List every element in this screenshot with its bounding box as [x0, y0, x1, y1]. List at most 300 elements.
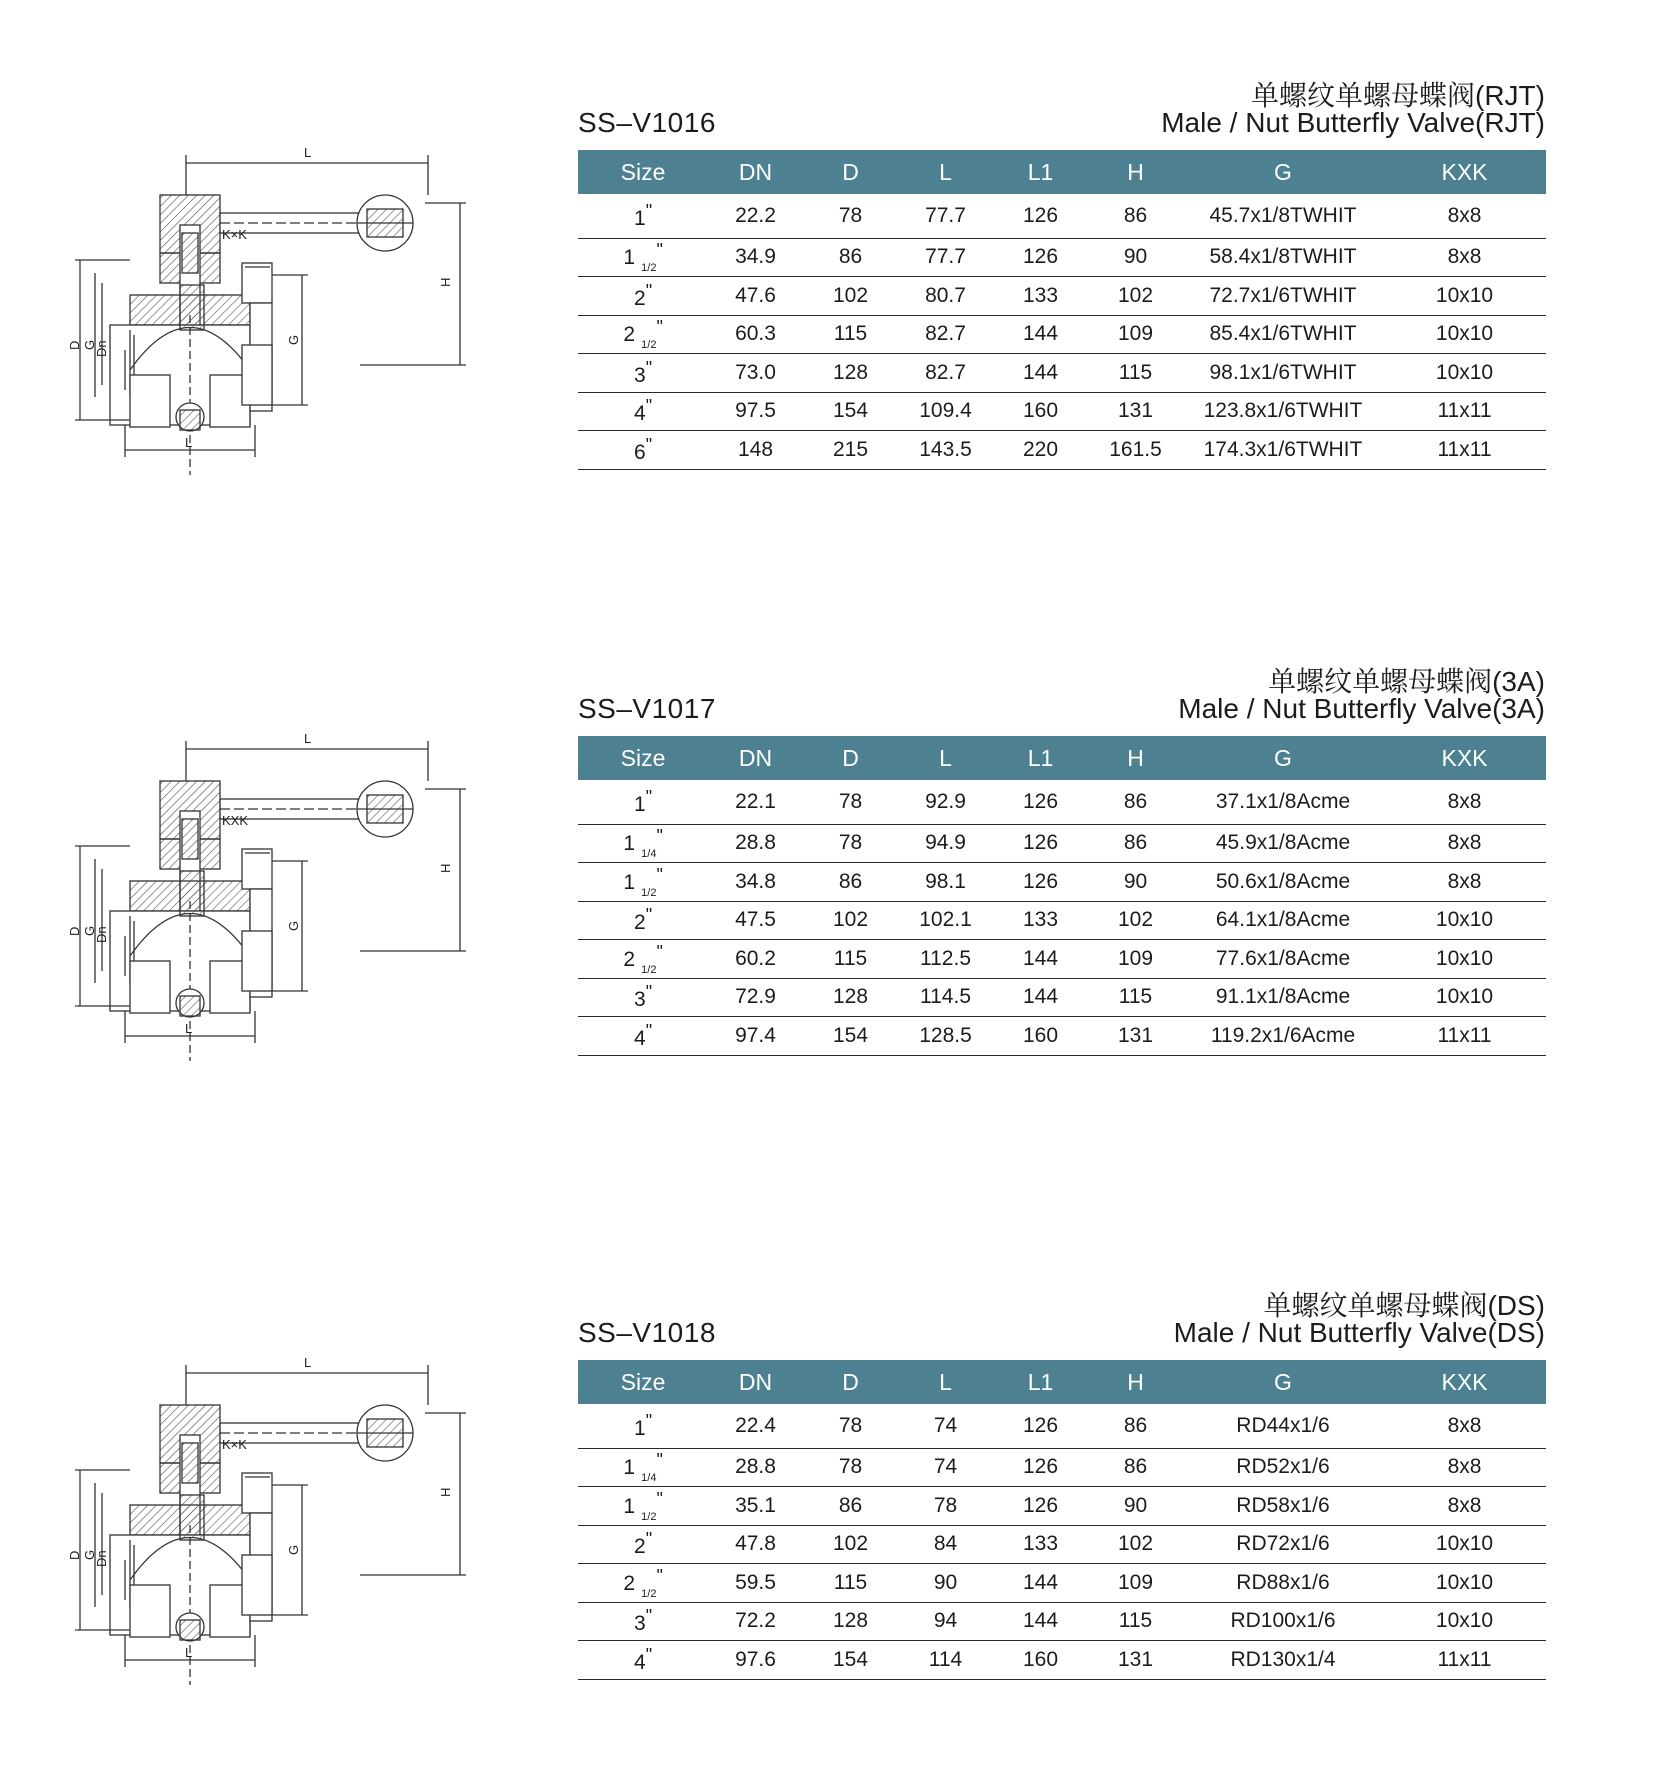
size-whole: 1 [633, 1416, 646, 1440]
dim-h-label: H [438, 1487, 453, 1497]
dim-kxk-label: K×K [222, 227, 247, 242]
size-inch-mark: " [645, 905, 653, 926]
cell-dn: 28.8 [708, 1448, 803, 1487]
cell-g: 37.1x1/8Acme [1183, 780, 1383, 824]
cell-kxk: 11x11 [1383, 431, 1546, 470]
size-fraction: 1/2 [641, 1510, 657, 1523]
cell-l: 98.1 [898, 863, 993, 902]
size-whole: 2 [623, 1571, 635, 1595]
size-inch-mark: " [656, 1450, 663, 1471]
cell-l: 102.1 [898, 901, 993, 940]
cell-dn: 97.4 [708, 1017, 803, 1056]
dim-d-label: D [67, 340, 82, 350]
column-header: Size [578, 736, 708, 780]
table-row [578, 194, 1546, 238]
cell-h: 90 [1088, 238, 1183, 277]
cell-d: 215 [803, 431, 898, 470]
cell-l: 92.9 [898, 780, 993, 824]
cell-g: 119.2x1/6Acme [1183, 1017, 1383, 1056]
column-header: L [898, 736, 993, 780]
cell-l: 77.7 [898, 194, 993, 238]
cell-dn: 60.3 [708, 315, 803, 354]
cell-dn: 22.2 [708, 194, 803, 238]
cell-d: 86 [803, 863, 898, 902]
cell-l: 74 [898, 1448, 993, 1487]
model-code: SS–V1017 [578, 693, 716, 724]
valve-drawing-svg [67, 1345, 490, 1745]
cell-kxk: 11x11 [1383, 1641, 1546, 1680]
table-header-row [578, 150, 1546, 194]
cell-d: 115 [803, 315, 898, 354]
cell-l: 143.5 [898, 431, 993, 470]
table-row [578, 1525, 1546, 1564]
cell-l: 94 [898, 1602, 993, 1641]
cell-dn: 22.1 [708, 780, 803, 824]
column-header: DN [708, 736, 803, 780]
size-fraction: 1/4 [641, 848, 657, 861]
table-header-row [578, 1360, 1546, 1404]
size-cell [578, 1404, 708, 1448]
table-row [578, 1641, 1546, 1680]
table-row [578, 978, 1546, 1017]
size-cell [578, 940, 708, 979]
dim-l-bottom-label: L [185, 1645, 193, 1660]
cell-h: 102 [1088, 277, 1183, 316]
table-row [578, 238, 1546, 277]
cell-d: 115 [803, 940, 898, 979]
cell-g: 72.7x1/6TWHIT [1183, 277, 1383, 316]
size-inch-mark: " [645, 1529, 653, 1550]
table-row [578, 354, 1546, 393]
cell-l1: 220 [993, 431, 1088, 470]
cell-kxk: 11x11 [1383, 1017, 1546, 1056]
valve-section [0, 586, 1663, 1146]
cell-h: 115 [1088, 1602, 1183, 1641]
cell-dn: 47.8 [708, 1525, 803, 1564]
dim-g-right-label: G [286, 920, 301, 931]
cell-kxk: 8x8 [1383, 194, 1546, 238]
dim-h-label: H [438, 863, 453, 873]
dim-dn-label: Dn [94, 1550, 109, 1567]
cell-l1: 144 [993, 354, 1088, 393]
valve-drawing [67, 135, 490, 535]
cell-g: 91.1x1/8Acme [1183, 978, 1383, 1017]
cell-d: 128 [803, 1602, 898, 1641]
column-header: Size [578, 150, 708, 194]
size-inch-mark: " [645, 396, 653, 417]
size-cell [578, 1487, 708, 1526]
cell-d: 86 [803, 238, 898, 277]
cell-l: 82.7 [898, 354, 993, 393]
table-row [578, 1602, 1546, 1641]
cell-dn: 35.1 [708, 1487, 803, 1526]
spec-table [578, 736, 1546, 1056]
cell-kxk: 10x10 [1383, 940, 1546, 979]
title-chinese: 单螺纹单螺母蝶阀(RJT) [1251, 80, 1545, 111]
cell-d: 102 [803, 901, 898, 940]
dim-g-left-label: G [82, 1549, 97, 1560]
dim-l-top-label: L [304, 731, 312, 746]
cell-h: 86 [1088, 780, 1183, 824]
size-whole: 6 [633, 440, 646, 464]
table-row [578, 1404, 1546, 1448]
size-inch-mark: " [645, 357, 653, 378]
valve-drawing-svg [67, 135, 490, 535]
cell-g: 174.3x1/6TWHIT [1183, 431, 1383, 470]
cell-l: 109.4 [898, 392, 993, 431]
size-fraction: 1/2 [641, 1587, 657, 1600]
cell-d: 102 [803, 277, 898, 316]
table-row [578, 315, 1546, 354]
cell-l: 77.7 [898, 238, 993, 277]
cell-h: 115 [1088, 978, 1183, 1017]
valve-drawing [67, 721, 490, 1121]
dim-d-label: D [67, 1550, 82, 1560]
size-inch-mark: " [645, 1644, 653, 1665]
cell-kxk: 11x11 [1383, 392, 1546, 431]
spec-table [578, 1360, 1546, 1680]
model-code: SS–V1016 [578, 107, 716, 138]
column-header: D [803, 1360, 898, 1404]
size-inch-mark: " [656, 826, 663, 847]
cell-kxk: 10x10 [1383, 277, 1546, 316]
size-inch-mark: " [645, 1410, 653, 1431]
size-whole: 2 [623, 947, 635, 971]
cell-kxk: 10x10 [1383, 978, 1546, 1017]
cell-g: RD88x1/6 [1183, 1564, 1383, 1603]
cell-dn: 34.9 [708, 238, 803, 277]
valve-section [0, 1210, 1663, 1770]
size-fraction: 1/2 [641, 886, 657, 899]
size-whole: 2 [633, 286, 646, 310]
cell-g: RD100x1/6 [1183, 1602, 1383, 1641]
cell-d: 78 [803, 1448, 898, 1487]
cell-dn: 73.0 [708, 354, 803, 393]
cell-g: 50.6x1/8Acme [1183, 863, 1383, 902]
column-header: DN [708, 150, 803, 194]
cell-kxk: 8x8 [1383, 863, 1546, 902]
size-whole: 2 [633, 1535, 646, 1559]
table-row [578, 863, 1546, 902]
cell-dn: 148 [708, 431, 803, 470]
size-whole: 1 [623, 832, 635, 856]
cell-h: 161.5 [1088, 431, 1183, 470]
cell-g: 123.8x1/6TWHIT [1183, 392, 1383, 431]
cell-l1: 144 [993, 1602, 1088, 1641]
dim-kxk-label: KXK [222, 813, 249, 828]
column-header: H [1088, 736, 1183, 780]
table-row [578, 780, 1546, 824]
spec-table [578, 150, 1546, 470]
cell-dn: 28.8 [708, 824, 803, 863]
size-inch-mark: " [656, 864, 663, 885]
size-inch-mark: " [645, 786, 653, 807]
cell-d: 78 [803, 1404, 898, 1448]
cell-l1: 126 [993, 824, 1088, 863]
size-cell [578, 1602, 708, 1641]
size-cell [578, 392, 708, 431]
cell-d: 128 [803, 354, 898, 393]
dim-g-left-label: G [82, 339, 97, 350]
cell-g: RD72x1/6 [1183, 1525, 1383, 1564]
size-whole: 1 [623, 246, 635, 270]
cell-l1: 126 [993, 238, 1088, 277]
cell-l: 94.9 [898, 824, 993, 863]
table-row [578, 1487, 1546, 1526]
cell-kxk: 10x10 [1383, 1525, 1546, 1564]
size-inch-mark: " [645, 1606, 653, 1627]
cell-h: 90 [1088, 863, 1183, 902]
cell-l1: 126 [993, 1448, 1088, 1487]
size-whole: 1 [633, 792, 646, 816]
size-inch-mark: " [645, 1020, 653, 1041]
dim-l-top-label: L [304, 145, 312, 160]
column-header: G [1183, 1360, 1383, 1404]
cell-g: 77.6x1/8Acme [1183, 940, 1383, 979]
cell-d: 78 [803, 194, 898, 238]
cell-kxk: 8x8 [1383, 1404, 1546, 1448]
valve-drawing-svg [67, 721, 490, 1121]
size-whole: 3 [633, 1612, 646, 1636]
cell-l1: 126 [993, 1487, 1088, 1526]
cell-l1: 144 [993, 1564, 1088, 1603]
column-header: DN [708, 1360, 803, 1404]
cell-g: RD44x1/6 [1183, 1404, 1383, 1448]
cell-dn: 59.5 [708, 1564, 803, 1603]
cell-h: 131 [1088, 1641, 1183, 1680]
model-code: SS–V1018 [578, 1317, 716, 1348]
size-cell [578, 824, 708, 863]
cell-l: 82.7 [898, 315, 993, 354]
cell-kxk: 8x8 [1383, 1487, 1546, 1526]
cell-l1: 160 [993, 392, 1088, 431]
column-header: KXK [1383, 150, 1546, 194]
size-inch-mark: " [656, 1565, 663, 1586]
cell-dn: 72.2 [708, 1602, 803, 1641]
cell-h: 109 [1088, 315, 1183, 354]
size-cell [578, 780, 708, 824]
cell-g: 98.1x1/6TWHIT [1183, 354, 1383, 393]
size-inch-mark: " [656, 240, 663, 261]
size-cell [578, 901, 708, 940]
cell-kxk: 8x8 [1383, 780, 1546, 824]
cell-l: 114 [898, 1641, 993, 1680]
title-chinese: 单螺纹单螺母蝶阀(3A) [1268, 666, 1545, 697]
cell-l1: 160 [993, 1641, 1088, 1680]
size-inch-mark: " [645, 200, 653, 221]
cell-dn: 60.2 [708, 940, 803, 979]
title-chinese: 单螺纹单螺母蝶阀(DS) [1263, 1290, 1545, 1321]
column-header: D [803, 150, 898, 194]
cell-d: 128 [803, 978, 898, 1017]
cell-l: 78 [898, 1487, 993, 1526]
size-cell [578, 194, 708, 238]
size-cell [578, 238, 708, 277]
dim-g-right-label: G [286, 334, 301, 345]
table-row [578, 901, 1546, 940]
size-cell [578, 978, 708, 1017]
cell-h: 102 [1088, 901, 1183, 940]
cell-h: 86 [1088, 1404, 1183, 1448]
cell-kxk: 10x10 [1383, 354, 1546, 393]
table-header-row [578, 736, 1546, 780]
dim-dn-label: Dn [94, 340, 109, 357]
cell-kxk: 10x10 [1383, 1564, 1546, 1603]
size-whole: 3 [633, 363, 646, 387]
cell-h: 109 [1088, 1564, 1183, 1603]
size-fraction: 1/4 [641, 1472, 657, 1485]
size-fraction: 1/2 [641, 339, 657, 352]
cell-d: 78 [803, 824, 898, 863]
title-english: Male / Nut Butterfly Valve(RJT) [1161, 107, 1545, 138]
cell-l1: 144 [993, 978, 1088, 1017]
dim-g-right-label: G [286, 1544, 301, 1555]
size-whole: 4 [633, 1650, 646, 1674]
size-whole: 2 [623, 323, 635, 347]
size-cell [578, 431, 708, 470]
column-header: G [1183, 150, 1383, 194]
cell-g: 45.9x1/8Acme [1183, 824, 1383, 863]
cell-h: 102 [1088, 1525, 1183, 1564]
column-header: KXK [1383, 736, 1546, 780]
cell-l1: 126 [993, 1404, 1088, 1448]
title-english: Male / Nut Butterfly Valve(DS) [1173, 1317, 1545, 1348]
cell-l: 112.5 [898, 940, 993, 979]
cell-h: 131 [1088, 392, 1183, 431]
cell-h: 86 [1088, 1448, 1183, 1487]
size-inch-mark: " [645, 434, 653, 455]
size-whole: 1 [623, 870, 635, 894]
column-header: L1 [993, 1360, 1088, 1404]
table-row [578, 1564, 1546, 1603]
cell-kxk: 8x8 [1383, 238, 1546, 277]
column-header: Size [578, 1360, 708, 1404]
size-whole: 4 [633, 1026, 646, 1050]
cell-dn: 47.5 [708, 901, 803, 940]
cell-l1: 133 [993, 277, 1088, 316]
cell-kxk: 8x8 [1383, 1448, 1546, 1487]
size-cell [578, 1525, 708, 1564]
size-whole: 1 [623, 1456, 635, 1480]
size-fraction: 1/2 [641, 963, 657, 976]
cell-kxk: 10x10 [1383, 1602, 1546, 1641]
dim-l-top-label: L [304, 1355, 312, 1370]
cell-dn: 22.4 [708, 1404, 803, 1448]
table-row [578, 1448, 1546, 1487]
column-header: D [803, 736, 898, 780]
table-row [578, 1017, 1546, 1056]
cell-h: 131 [1088, 1017, 1183, 1056]
dim-g-left-label: G [82, 925, 97, 936]
size-cell [578, 1641, 708, 1680]
cell-l1: 126 [993, 863, 1088, 902]
cell-l1: 160 [993, 1017, 1088, 1056]
cell-h: 86 [1088, 824, 1183, 863]
column-header: L [898, 150, 993, 194]
cell-l: 84 [898, 1525, 993, 1564]
table-row [578, 392, 1546, 431]
cell-kxk: 10x10 [1383, 901, 1546, 940]
column-header: H [1088, 1360, 1183, 1404]
size-cell [578, 1448, 708, 1487]
cell-g: 45.7x1/8TWHIT [1183, 194, 1383, 238]
size-whole: 1 [623, 1494, 635, 1518]
cell-kxk: 10x10 [1383, 315, 1546, 354]
table-row [578, 277, 1546, 316]
title-english: Male / Nut Butterfly Valve(3A) [1178, 693, 1545, 724]
size-fraction: 1/2 [641, 262, 657, 275]
size-whole: 1 [633, 206, 646, 230]
cell-g: RD52x1/6 [1183, 1448, 1383, 1487]
size-whole: 4 [633, 402, 646, 426]
cell-dn: 97.6 [708, 1641, 803, 1680]
cell-d: 154 [803, 1017, 898, 1056]
cell-h: 109 [1088, 940, 1183, 979]
size-cell [578, 315, 708, 354]
cell-dn: 72.9 [708, 978, 803, 1017]
size-cell [578, 354, 708, 393]
cell-l1: 133 [993, 1525, 1088, 1564]
cell-d: 115 [803, 1564, 898, 1603]
cell-l1: 144 [993, 315, 1088, 354]
size-inch-mark: " [656, 941, 663, 962]
dim-d-label: D [67, 926, 82, 936]
cell-dn: 97.5 [708, 392, 803, 431]
dim-dn-label: Dn [94, 926, 109, 943]
cell-g: RD58x1/6 [1183, 1487, 1383, 1526]
column-header: L1 [993, 736, 1088, 780]
column-header: H [1088, 150, 1183, 194]
cell-g: 58.4x1/8TWHIT [1183, 238, 1383, 277]
cell-l: 114.5 [898, 978, 993, 1017]
cell-l1: 126 [993, 194, 1088, 238]
cell-l: 90 [898, 1564, 993, 1603]
table-row [578, 824, 1546, 863]
dim-h-label: H [438, 277, 453, 287]
cell-l: 128.5 [898, 1017, 993, 1056]
valve-drawing [67, 1345, 490, 1745]
size-whole: 3 [633, 988, 646, 1012]
cell-l1: 144 [993, 940, 1088, 979]
size-cell [578, 277, 708, 316]
size-inch-mark: " [645, 982, 653, 1003]
cell-l1: 126 [993, 780, 1088, 824]
size-whole: 2 [633, 911, 646, 935]
cell-dn: 47.6 [708, 277, 803, 316]
table-row [578, 940, 1546, 979]
dim-l-bottom-label: L [185, 1021, 193, 1036]
cell-h: 115 [1088, 354, 1183, 393]
cell-d: 154 [803, 1641, 898, 1680]
cell-h: 90 [1088, 1487, 1183, 1526]
cell-d: 102 [803, 1525, 898, 1564]
size-inch-mark: " [645, 280, 653, 301]
cell-l: 80.7 [898, 277, 993, 316]
column-header: L [898, 1360, 993, 1404]
valve-section [0, 0, 1663, 560]
size-cell [578, 1017, 708, 1056]
cell-h: 86 [1088, 194, 1183, 238]
table-row [578, 431, 1546, 470]
cell-d: 154 [803, 392, 898, 431]
cell-g: RD130x1/4 [1183, 1641, 1383, 1680]
column-header: G [1183, 736, 1383, 780]
column-header: L1 [993, 150, 1088, 194]
size-cell [578, 1564, 708, 1603]
cell-g: 85.4x1/6TWHIT [1183, 315, 1383, 354]
column-header: KXK [1383, 1360, 1546, 1404]
cell-l1: 133 [993, 901, 1088, 940]
